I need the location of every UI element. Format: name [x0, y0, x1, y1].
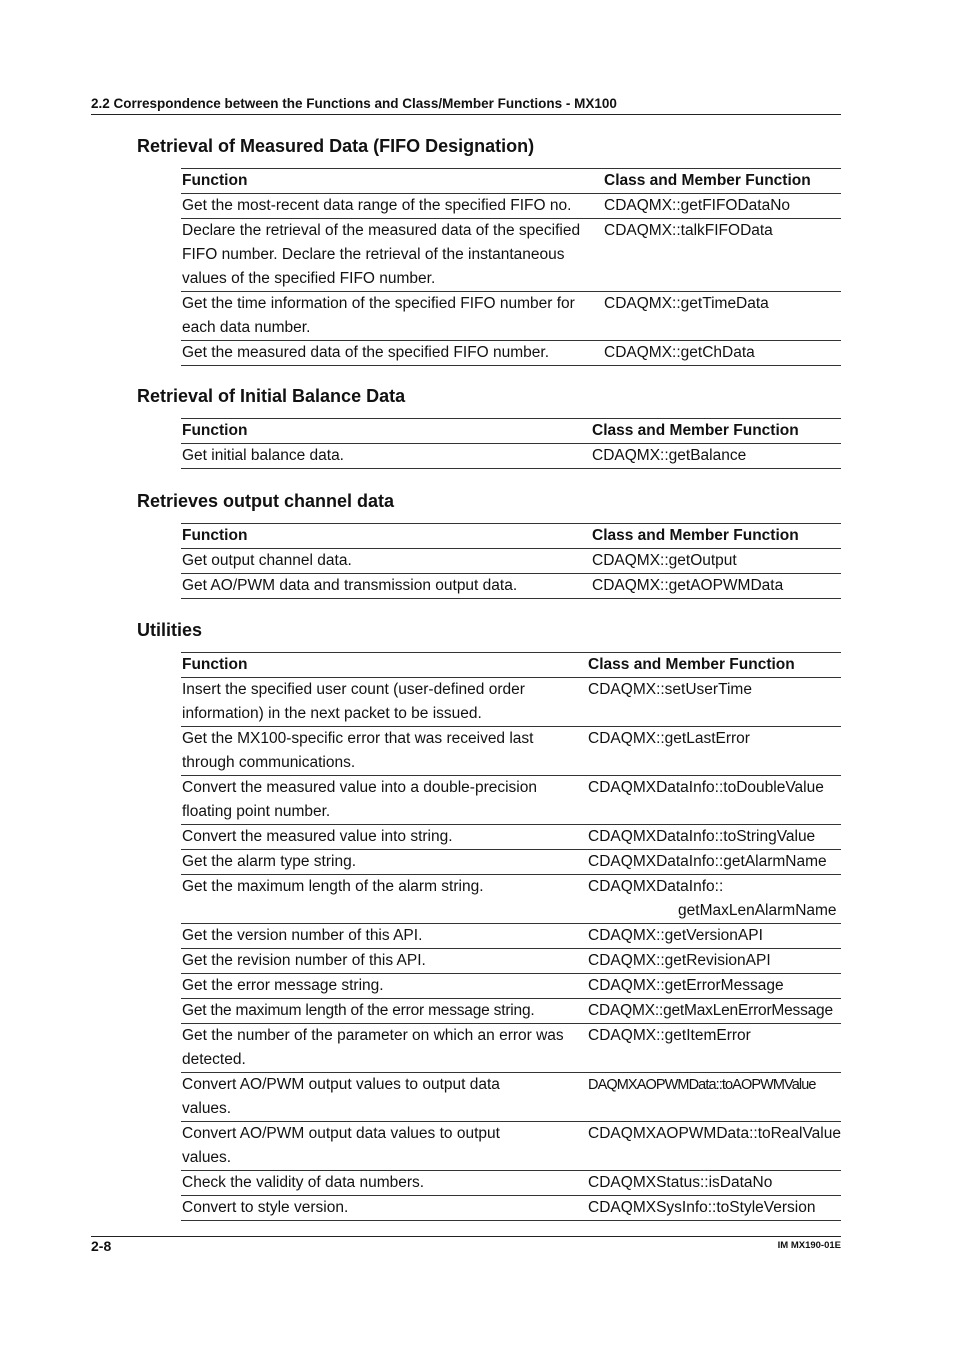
table-fifo	[181, 168, 841, 366]
table-row	[181, 1024, 841, 1073]
column-header-member: Class and Member Function	[591, 419, 841, 444]
column-header-function: Function	[181, 169, 603, 194]
function-cell: Get the measured data of the specified FIFO number.	[181, 341, 603, 366]
member-cell: CDAQMX::getMaxLenErrorMessage	[587, 999, 841, 1024]
function-cell: Get the error message string.	[181, 974, 587, 999]
table-row	[181, 924, 841, 949]
member-cell: CDAQMX::getLastError	[587, 727, 841, 776]
member-cell: CDAQMXSysInfo::toStyleVersion	[587, 1196, 841, 1221]
member-cell: CDAQMXDataInfo::getAlarmName	[587, 850, 841, 875]
member-cell: CDAQMX::getFIFODataNo	[603, 194, 841, 219]
function-cell: Get initial balance data.	[181, 444, 591, 469]
member-cell: CDAQMX::getAOPWMData	[591, 574, 841, 599]
table-utilities	[181, 652, 841, 1221]
table-row	[181, 776, 841, 825]
column-header-member: Class and Member Function	[587, 653, 841, 678]
column-header-function: Function	[181, 524, 591, 549]
column-header-member: Class and Member Function	[591, 524, 841, 549]
function-cell: Check the validity of data numbers.	[181, 1171, 587, 1196]
member-cell: CDAQMX::getVersionAPI	[587, 924, 841, 949]
member-cell: CDAQMX::getItemError	[587, 1024, 841, 1073]
table-output	[181, 523, 841, 599]
column-header-function: Function	[181, 653, 587, 678]
function-cell: Convert AO/PWM output values to output data values.	[181, 1073, 587, 1122]
table-row	[181, 194, 841, 219]
function-cell: Get the MX100-specific error that was received last through communications.	[181, 727, 587, 776]
member-cell: CDAQMX::getErrorMessage	[587, 974, 841, 999]
member-cell: CDAQMXStatus::isDataNo	[587, 1171, 841, 1196]
column-header-member: Class and Member Function	[603, 169, 841, 194]
member-cell: DAQMXAOPWMData::toAOPWMValue	[587, 1073, 841, 1122]
table-row	[181, 341, 841, 366]
table-row	[181, 825, 841, 850]
member-cell-line: getMaxLenAlarmName	[678, 902, 837, 919]
table-row	[181, 999, 841, 1024]
function-cell: Get the maximum length of the error message string.	[181, 999, 587, 1024]
member-cell: CDAQMX::getTimeData	[603, 292, 841, 341]
table-row	[181, 1171, 841, 1196]
table-row	[181, 727, 841, 776]
section-title-output: Retrieves output channel data	[137, 491, 395, 511]
member-cell: CDAQMX::getRevisionAPI	[587, 949, 841, 974]
table-row	[181, 292, 841, 341]
member-cell: CDAQMX::setUserTime	[587, 678, 841, 727]
running-header: 2.2 Correspondence between the Functions and Class/Member Functions - MX100	[91, 96, 841, 115]
function-cell: Get the version number of this API.	[181, 924, 587, 949]
member-cell: CDAQMXDataInfo::toStringValue	[587, 825, 841, 850]
table-row	[181, 850, 841, 875]
table-row	[181, 678, 841, 727]
column-header-function: Function	[181, 419, 591, 444]
member-cell: CDAQMX::talkFIFOData	[603, 219, 841, 292]
section-title-utilities: Utilities	[137, 620, 203, 640]
function-cell: Convert the measured value into a double-precision floating point number.	[181, 776, 587, 825]
table-row	[181, 219, 841, 292]
function-cell: Get the maximum length of the alarm string.	[181, 875, 587, 924]
table-header	[181, 524, 841, 549]
function-cell: Convert AO/PWM output data values to output values.	[181, 1122, 587, 1171]
table-header	[181, 169, 841, 194]
member-cell: CDAQMX::getChData	[603, 341, 841, 366]
footer-rule	[91, 1236, 841, 1237]
page-number: 2-8	[91, 1238, 112, 1254]
table-header	[181, 653, 841, 678]
function-cell: Get the revision number of this API.	[181, 949, 587, 974]
table-row	[181, 974, 841, 999]
member-cell	[587, 875, 841, 924]
table-row	[181, 1196, 841, 1221]
table-row	[181, 549, 841, 574]
function-cell: Get AO/PWM data and transmission output data.	[181, 574, 591, 599]
table-row	[181, 1122, 841, 1171]
function-cell: Convert to style version.	[181, 1196, 587, 1221]
function-cell: Convert the measured value into string.	[181, 825, 587, 850]
section-title-fifo: Retrieval of Measured Data (FIFO Designation)	[137, 136, 535, 156]
member-cell: CDAQMXAOPWMData::toRealValue	[587, 1122, 841, 1171]
table-row	[181, 444, 841, 469]
function-cell: Get output channel data.	[181, 549, 591, 574]
function-cell: Declare the retrieval of the measured data of the specified FIFO number. Declare the retrieval of the instantaneous values of the specified FIFO number.	[181, 219, 603, 292]
member-cell: CDAQMX::getBalance	[591, 444, 841, 469]
table-row	[181, 1073, 841, 1122]
table-row	[181, 875, 841, 924]
function-cell: Get the time information of the specified FIFO number for each data number.	[181, 292, 603, 341]
function-cell: Insert the specified user count (user-defined order information) in the next packet to be issued.	[181, 678, 587, 727]
function-cell: Get the most-recent data range of the specified FIFO no.	[181, 194, 603, 219]
function-cell: Get the number of the parameter on which an error was detected.	[181, 1024, 587, 1073]
table-row	[181, 574, 841, 599]
member-cell: CDAQMX::getOutput	[591, 549, 841, 574]
member-cell: CDAQMXDataInfo::toDoubleValue	[587, 776, 841, 825]
function-cell: Get the alarm type string.	[181, 850, 587, 875]
section-title-balance: Retrieval of Initial Balance Data	[137, 386, 406, 406]
member-cell-line: CDAQMXDataInfo::	[588, 878, 724, 895]
table-row	[181, 949, 841, 974]
table-header	[181, 419, 841, 444]
table-balance	[181, 418, 841, 469]
document-id: IM MX190-01E	[777, 1240, 841, 1251]
